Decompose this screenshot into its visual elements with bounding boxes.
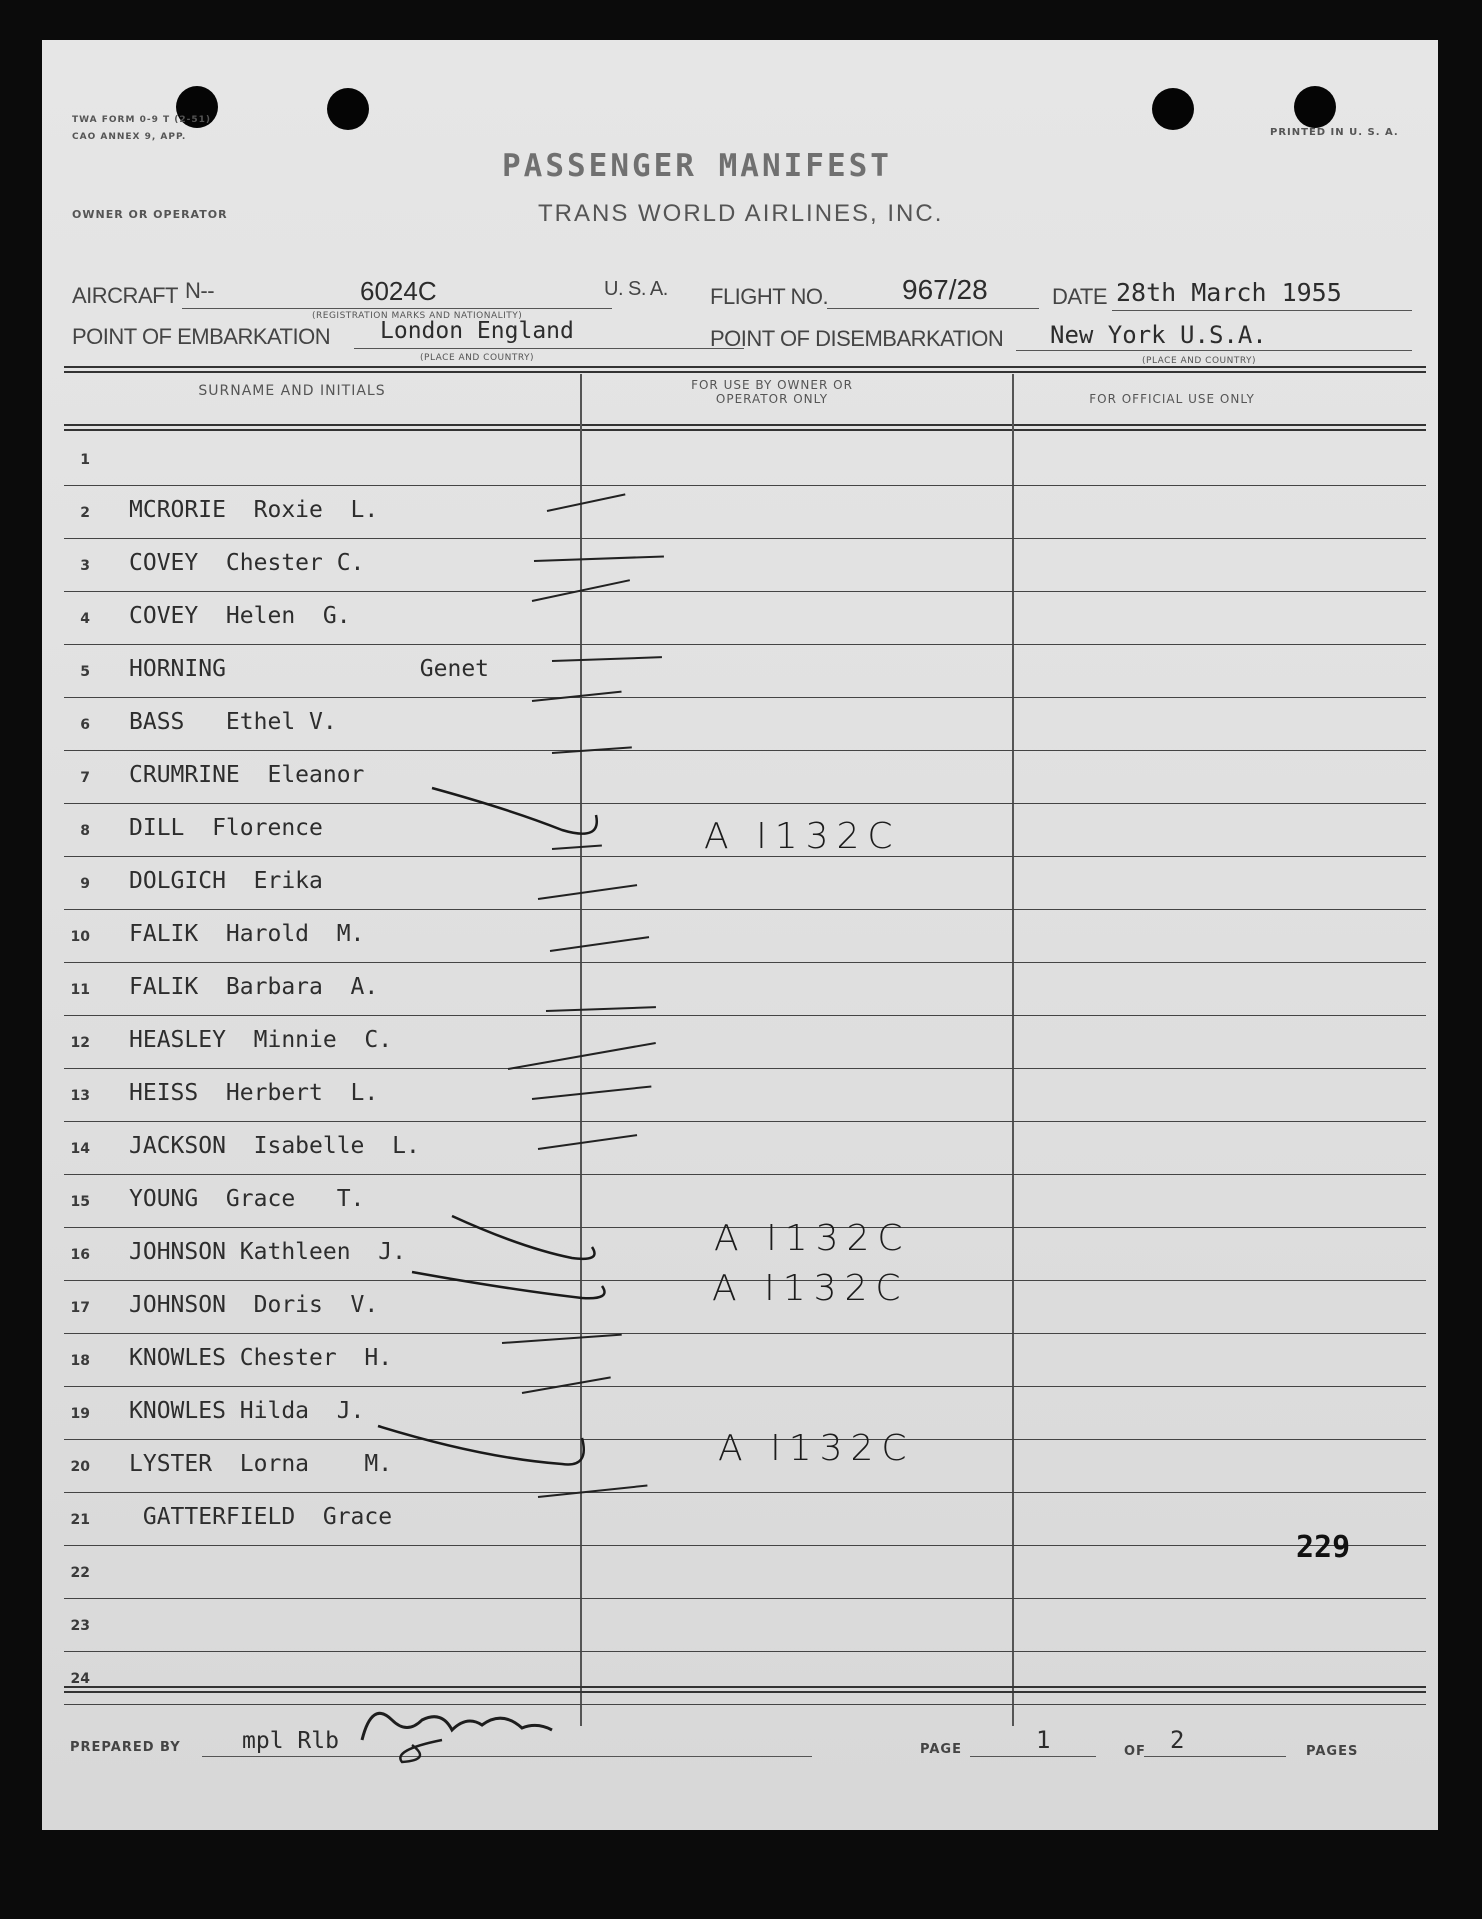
- passenger-name: GATTERFIELD Grace: [129, 1504, 393, 1530]
- passenger-name: COVEY Chester C.: [129, 550, 365, 576]
- owner-label: OWNER OR OPERATOR: [72, 208, 228, 221]
- prepared-by-label: PREPARED BY: [70, 1740, 181, 1755]
- row-number: 1: [80, 452, 90, 468]
- row-rule: [64, 1015, 1426, 1016]
- printed-in: PRINTED IN U. S. A.: [1270, 127, 1399, 138]
- row-number: 4: [80, 611, 90, 627]
- aircraft-prefix: N--: [185, 278, 215, 303]
- tick-mark: [502, 1334, 622, 1344]
- page-number: 1: [1036, 1726, 1051, 1754]
- row-number: 12: [70, 1035, 90, 1051]
- form-code: TWA FORM 0-9 T (2-51): [72, 115, 211, 125]
- tick-mark: [532, 1085, 652, 1100]
- page-total: 2: [1170, 1726, 1185, 1754]
- passenger-name: JOHNSON Kathleen J.: [129, 1239, 406, 1265]
- date-label: DATE: [1052, 284, 1108, 309]
- row-rule: [64, 644, 1426, 645]
- signature: [352, 1700, 572, 1770]
- passenger-name: HORNING Genet: [129, 656, 490, 682]
- date-underline: [1112, 310, 1412, 311]
- row-rule: [64, 962, 1426, 963]
- flight-label: FLIGHT NO.: [710, 284, 829, 309]
- embarkation-value: London England: [380, 318, 574, 344]
- row-rule: [64, 1704, 1426, 1705]
- row-number: 5: [80, 664, 90, 680]
- footer-rule: [64, 1691, 1426, 1693]
- annotation-row16: A I132C: [714, 1218, 911, 1259]
- row-number: 19: [70, 1406, 90, 1422]
- manifest-sheet: [42, 40, 1438, 1830]
- passenger-name: KNOWLES Chester H.: [129, 1345, 393, 1371]
- checkmark-row20: [378, 1426, 584, 1464]
- passenger-name: LYSTER Lorna M.: [129, 1451, 393, 1477]
- passenger-name: FALIK Barbara A.: [129, 974, 379, 1000]
- column-divider: [580, 374, 582, 1726]
- row-rule: [64, 1174, 1426, 1175]
- tick-mark: [538, 884, 637, 900]
- company-name: TRANS WORLD AIRLINES, INC.: [538, 200, 944, 227]
- row-number: 21: [70, 1512, 90, 1528]
- aircraft-underline: [182, 308, 612, 309]
- pages-label: PAGES: [1306, 1744, 1359, 1759]
- row-rule: [64, 697, 1426, 698]
- punch-hole: [327, 88, 369, 130]
- checkmark-row8: [432, 788, 597, 834]
- row-number: 6: [80, 717, 90, 733]
- disembark-place-note: (PLACE AND COUNTRY): [1142, 356, 1257, 366]
- header-rule: [64, 424, 1426, 426]
- passenger-name: HEASLEY Minnie C.: [129, 1027, 393, 1053]
- passenger-name: COVEY Helen G.: [129, 603, 351, 629]
- surname-column-header: SURNAME AND INITIALS: [198, 383, 386, 399]
- date-value: 28th March 1955: [1116, 278, 1342, 307]
- row-rule: [64, 1492, 1426, 1493]
- passenger-name: MCRORIE Roxie L.: [129, 497, 379, 523]
- row-rule: [64, 750, 1426, 751]
- row-rule: [64, 1068, 1426, 1069]
- stamp-number: 229: [1296, 1530, 1351, 1565]
- row-rule: [64, 1333, 1426, 1334]
- row-rule: [64, 1545, 1426, 1546]
- row-number: 20: [70, 1459, 90, 1475]
- row-number: 16: [70, 1247, 90, 1263]
- row-rule: [64, 1386, 1426, 1387]
- row-rule: [64, 538, 1426, 539]
- passenger-name: CRUMRINE Eleanor: [129, 762, 365, 788]
- header-rule: [64, 366, 1426, 368]
- header-rule: [64, 371, 1426, 373]
- disembarkation-label: POINT OF DISEMBARKATION: [710, 326, 1004, 351]
- row-number: 13: [70, 1088, 90, 1104]
- column-divider: [1012, 374, 1014, 1726]
- tick-mark: [547, 493, 626, 512]
- tick-mark: [552, 845, 602, 850]
- row-number: 18: [70, 1353, 90, 1369]
- row-number: 7: [80, 770, 90, 786]
- passenger-name: BASS Ethel V.: [129, 709, 337, 735]
- row-rule: [64, 803, 1426, 804]
- manifest-title: PASSENGER MANIFEST: [502, 148, 892, 184]
- page-underline: [970, 1756, 1096, 1757]
- annotation-row8: A I132C: [704, 816, 901, 857]
- punch-hole: [1152, 88, 1194, 130]
- header-rule: [64, 429, 1426, 431]
- row-number: 15: [70, 1194, 90, 1210]
- owner-use-column-header: FOR USE BY OWNER OR OPERATOR ONLY: [691, 378, 853, 406]
- footer-rule: [64, 1686, 1426, 1688]
- of-label: OF: [1124, 1744, 1146, 1759]
- row-number: 8: [80, 823, 90, 839]
- registration-note: (REGISTRATION MARKS AND NATIONALITY): [312, 311, 523, 321]
- row-number: 11: [70, 982, 90, 998]
- passenger-name: KNOWLES Hilda J.: [129, 1398, 365, 1424]
- row-number: 23: [70, 1618, 90, 1634]
- official-use-column-header: FOR OFFICIAL USE ONLY: [1089, 392, 1255, 406]
- tick-mark: [552, 656, 662, 662]
- tick-mark: [538, 1134, 637, 1150]
- row-rule: [64, 1651, 1426, 1652]
- row-number: 17: [70, 1300, 90, 1316]
- row-rule: [64, 1598, 1426, 1599]
- passenger-name: DILL Florence: [129, 815, 323, 841]
- disembarkation-value: New York U.S.A.: [1050, 321, 1267, 349]
- page-label: PAGE: [920, 1742, 962, 1757]
- passenger-name: FALIK Harold M.: [129, 921, 365, 947]
- checkmark-row16: [452, 1216, 595, 1259]
- tick-mark: [546, 1006, 656, 1012]
- annotation-row20: A I132C: [718, 1428, 915, 1469]
- punch-hole: [1294, 86, 1336, 128]
- embarkation-underline: [354, 348, 744, 349]
- of-underline: [1144, 1756, 1286, 1757]
- aircraft-reg: 6024C: [360, 276, 437, 306]
- nationality: U. S. A.: [604, 278, 668, 300]
- row-number: 3: [80, 558, 90, 574]
- prepared-by-value: mpl Rlb: [242, 1728, 339, 1754]
- passenger-name: YOUNG Grace T.: [129, 1186, 365, 1212]
- row-number: 9: [80, 876, 90, 892]
- row-number: 10: [70, 929, 90, 945]
- row-number: 24: [70, 1671, 90, 1687]
- passenger-name: JACKSON Isabelle L.: [129, 1133, 420, 1159]
- checkmark-row17: [412, 1272, 605, 1298]
- annotation-row17: A I132C: [712, 1268, 909, 1309]
- aircraft-label: AIRCRAFT: [72, 283, 178, 308]
- row-rule: [64, 485, 1426, 486]
- row-rule: [64, 591, 1426, 592]
- row-number: 14: [70, 1141, 90, 1157]
- row-number: 22: [70, 1565, 90, 1581]
- disembarkation-underline: [1016, 350, 1412, 351]
- passenger-name: JOHNSON Doris V.: [129, 1292, 379, 1318]
- tick-mark: [550, 936, 649, 952]
- embark-place-note: (PLACE AND COUNTRY): [420, 353, 535, 363]
- flight-underline: [827, 308, 1039, 309]
- row-rule: [64, 909, 1426, 910]
- passenger-name: HEISS Herbert L.: [129, 1080, 379, 1106]
- row-number: 2: [80, 505, 90, 521]
- passenger-name: DOLGICH Erika: [129, 868, 323, 894]
- flight-number: 967/28: [902, 274, 988, 305]
- form-annex: CAO ANNEX 9, APP.: [72, 132, 187, 142]
- embarkation-label: POINT OF EMBARKATION: [72, 324, 331, 349]
- tick-mark: [534, 555, 664, 562]
- row-rule: [64, 1121, 1426, 1122]
